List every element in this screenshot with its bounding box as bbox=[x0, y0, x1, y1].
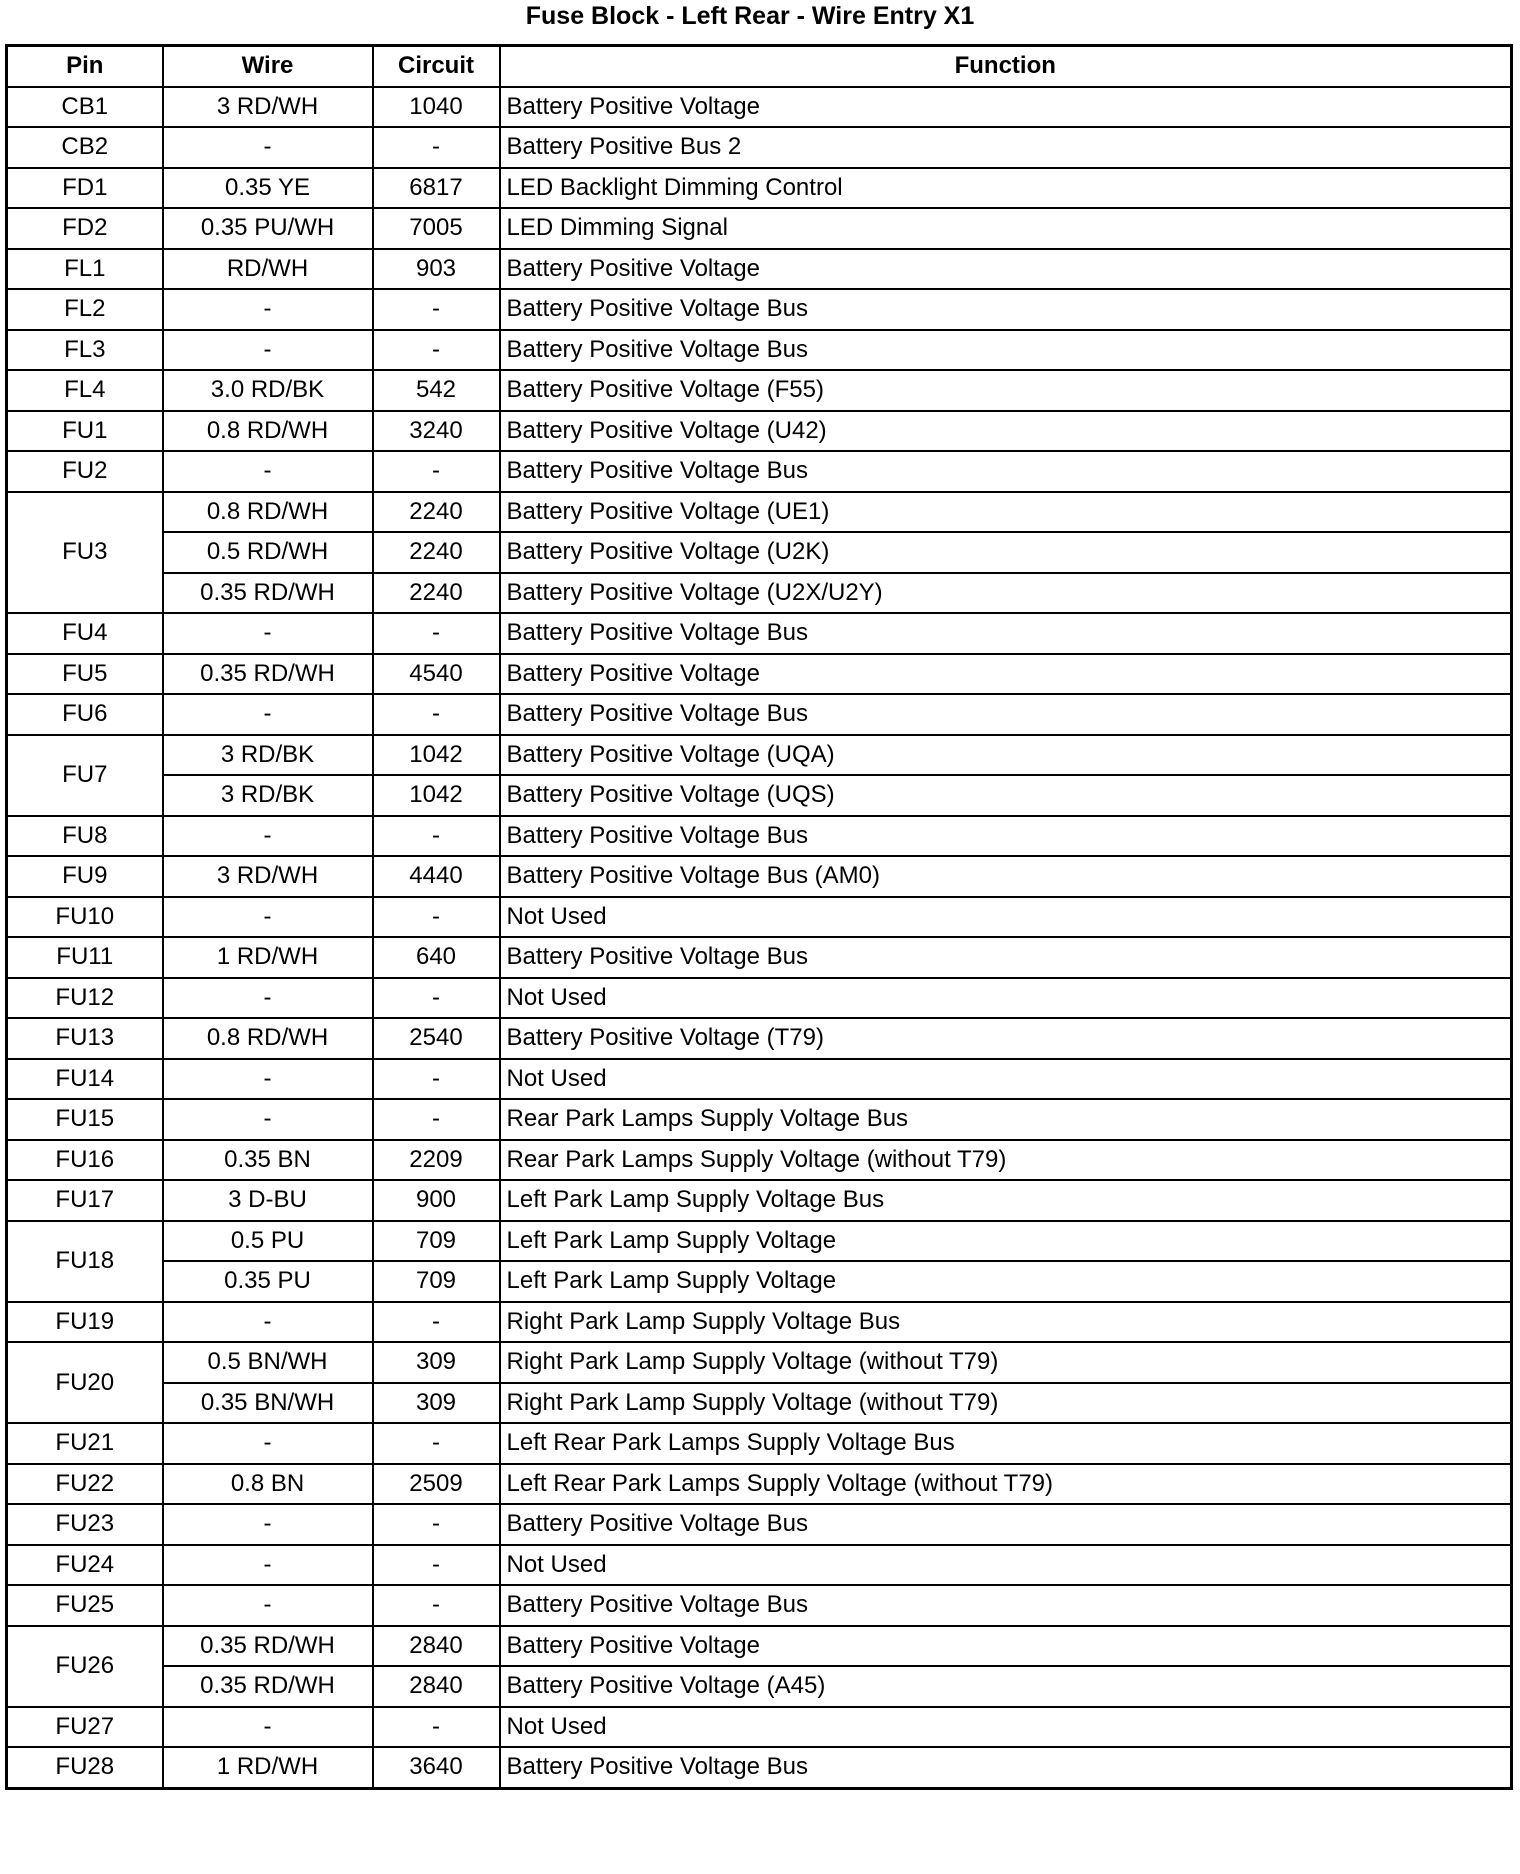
pin-cell: FL1 bbox=[7, 249, 163, 290]
function-cell: Battery Positive Voltage (UQA) bbox=[500, 735, 1512, 776]
table-row bbox=[7, 1261, 1512, 1302]
circuit-cell: 2840 bbox=[373, 1626, 500, 1667]
function-cell: Battery Positive Voltage Bus (AM0) bbox=[500, 856, 1512, 897]
function-cell: Right Park Lamp Supply Voltage (without T79) bbox=[500, 1383, 1512, 1424]
wire-cell: - bbox=[163, 1707, 373, 1748]
function-cell: Rear Park Lamps Supply Voltage (without T79) bbox=[500, 1140, 1512, 1181]
function-cell: Not Used bbox=[500, 1059, 1512, 1100]
circuit-cell: 6817 bbox=[373, 168, 500, 209]
table-row bbox=[7, 249, 1512, 290]
table-row bbox=[7, 978, 1512, 1019]
table-row bbox=[7, 289, 1512, 330]
wire-cell: 3 RD/BK bbox=[163, 735, 373, 776]
function-cell: Battery Positive Voltage Bus bbox=[500, 451, 1512, 492]
wire-cell: 3 RD/WH bbox=[163, 87, 373, 128]
function-cell: Battery Positive Voltage Bus bbox=[500, 1585, 1512, 1626]
function-cell: Battery Positive Voltage Bus bbox=[500, 1504, 1512, 1545]
table-row bbox=[7, 1342, 1512, 1383]
circuit-cell: 709 bbox=[373, 1261, 500, 1302]
wire-cell: - bbox=[163, 451, 373, 492]
table-row bbox=[7, 1140, 1512, 1181]
function-cell: Left Rear Park Lamps Supply Voltage Bus bbox=[500, 1423, 1512, 1464]
wire-cell: - bbox=[163, 127, 373, 168]
pin-cell: FU18 bbox=[7, 1221, 163, 1302]
wire-cell: 0.35 RD/WH bbox=[163, 1626, 373, 1667]
table-row bbox=[7, 897, 1512, 938]
pin-cell: FU24 bbox=[7, 1545, 163, 1586]
function-cell: Not Used bbox=[500, 1707, 1512, 1748]
wire-cell: - bbox=[163, 1545, 373, 1586]
circuit-cell: - bbox=[373, 1099, 500, 1140]
circuit-cell: 3240 bbox=[373, 411, 500, 452]
pin-cell: FU11 bbox=[7, 937, 163, 978]
function-cell: Battery Positive Bus 2 bbox=[500, 127, 1512, 168]
circuit-cell: 640 bbox=[373, 937, 500, 978]
wire-cell: - bbox=[163, 816, 373, 857]
wire-cell: - bbox=[163, 1504, 373, 1545]
pin-cell: FD1 bbox=[7, 168, 163, 209]
circuit-cell: - bbox=[373, 1585, 500, 1626]
function-cell: LED Backlight Dimming Control bbox=[500, 168, 1512, 209]
wire-cell: 3 RD/WH bbox=[163, 856, 373, 897]
pin-cell: FU13 bbox=[7, 1018, 163, 1059]
function-cell: Battery Positive Voltage bbox=[500, 654, 1512, 695]
table-row bbox=[7, 654, 1512, 695]
function-cell: Battery Positive Voltage Bus bbox=[500, 330, 1512, 371]
table-row bbox=[7, 168, 1512, 209]
table-row bbox=[7, 330, 1512, 371]
function-cell: Battery Positive Voltage (UE1) bbox=[500, 492, 1512, 533]
circuit-cell: 2509 bbox=[373, 1464, 500, 1505]
wire-cell: - bbox=[163, 694, 373, 735]
table-row bbox=[7, 127, 1512, 168]
wire-cell: 0.35 PU/WH bbox=[163, 208, 373, 249]
function-cell: Battery Positive Voltage (U2K) bbox=[500, 532, 1512, 573]
circuit-cell: 4440 bbox=[373, 856, 500, 897]
circuit-cell: - bbox=[373, 613, 500, 654]
pin-cell: FU2 bbox=[7, 451, 163, 492]
table-row bbox=[7, 1302, 1512, 1343]
pin-cell: FL3 bbox=[7, 330, 163, 371]
function-cell: Battery Positive Voltage (T79) bbox=[500, 1018, 1512, 1059]
wire-cell: 0.35 BN bbox=[163, 1140, 373, 1181]
function-cell: Battery Positive Voltage Bus bbox=[500, 694, 1512, 735]
wire-cell: 1 RD/WH bbox=[163, 937, 373, 978]
pin-cell: FU14 bbox=[7, 1059, 163, 1100]
table-row bbox=[7, 856, 1512, 897]
circuit-cell: 2240 bbox=[373, 573, 500, 614]
wire-cell: 0.8 RD/WH bbox=[163, 1018, 373, 1059]
pin-cell: FU4 bbox=[7, 613, 163, 654]
function-cell: Battery Positive Voltage (U42) bbox=[500, 411, 1512, 452]
table-row bbox=[7, 1018, 1512, 1059]
table-row bbox=[7, 1666, 1512, 1707]
circuit-cell: 2209 bbox=[373, 1140, 500, 1181]
wire-cell: 0.5 BN/WH bbox=[163, 1342, 373, 1383]
circuit-cell: 2240 bbox=[373, 492, 500, 533]
pin-cell: CB2 bbox=[7, 127, 163, 168]
circuit-cell: 709 bbox=[373, 1221, 500, 1262]
wire-cell: 0.8 RD/WH bbox=[163, 411, 373, 452]
wire-cell: 0.5 RD/WH bbox=[163, 532, 373, 573]
function-cell: Not Used bbox=[500, 1545, 1512, 1586]
table-row bbox=[7, 1423, 1512, 1464]
pin-cell: FU17 bbox=[7, 1180, 163, 1221]
header-pin: Pin bbox=[7, 46, 163, 87]
table-row bbox=[7, 1383, 1512, 1424]
function-cell: Battery Positive Voltage (U2X/U2Y) bbox=[500, 573, 1512, 614]
header-wire: Wire bbox=[163, 46, 373, 87]
function-cell: Not Used bbox=[500, 978, 1512, 1019]
wire-cell: - bbox=[163, 978, 373, 1019]
table-row bbox=[7, 1180, 1512, 1221]
table-row bbox=[7, 411, 1512, 452]
circuit-cell: - bbox=[373, 978, 500, 1019]
pin-cell: FU9 bbox=[7, 856, 163, 897]
table-row bbox=[7, 370, 1512, 411]
circuit-cell: 2240 bbox=[373, 532, 500, 573]
function-cell: Battery Positive Voltage (UQS) bbox=[500, 775, 1512, 816]
function-cell: Battery Positive Voltage Bus bbox=[500, 289, 1512, 330]
circuit-cell: 309 bbox=[373, 1342, 500, 1383]
circuit-cell: 1040 bbox=[373, 87, 500, 128]
table-row bbox=[7, 451, 1512, 492]
table-row bbox=[7, 87, 1512, 128]
function-cell: Battery Positive Voltage bbox=[500, 87, 1512, 128]
pin-cell: FD2 bbox=[7, 208, 163, 249]
pin-cell: FU5 bbox=[7, 654, 163, 695]
wire-cell: 0.8 BN bbox=[163, 1464, 373, 1505]
pin-cell: FU6 bbox=[7, 694, 163, 735]
wire-cell: 1 RD/WH bbox=[163, 1747, 373, 1788]
table-row bbox=[7, 735, 1512, 776]
pin-cell: FU26 bbox=[7, 1626, 163, 1707]
circuit-cell: 542 bbox=[373, 370, 500, 411]
circuit-cell: 7005 bbox=[373, 208, 500, 249]
function-cell: Right Park Lamp Supply Voltage (without T79) bbox=[500, 1342, 1512, 1383]
function-cell: LED Dimming Signal bbox=[500, 208, 1512, 249]
pin-cell: FU28 bbox=[7, 1747, 163, 1788]
table-row bbox=[7, 1221, 1512, 1262]
wire-cell: 3.0 RD/BK bbox=[163, 370, 373, 411]
function-cell: Battery Positive Voltage Bus bbox=[500, 816, 1512, 857]
table-row bbox=[7, 1545, 1512, 1586]
header-function: Function bbox=[500, 46, 1512, 87]
table-row bbox=[7, 775, 1512, 816]
pin-cell: FU15 bbox=[7, 1099, 163, 1140]
pin-cell: FU21 bbox=[7, 1423, 163, 1464]
circuit-cell: 1042 bbox=[373, 775, 500, 816]
function-cell: Battery Positive Voltage bbox=[500, 249, 1512, 290]
wire-cell: - bbox=[163, 1585, 373, 1626]
circuit-cell: 2540 bbox=[373, 1018, 500, 1059]
circuit-cell: - bbox=[373, 1504, 500, 1545]
function-cell: Battery Positive Voltage bbox=[500, 1626, 1512, 1667]
function-cell: Battery Positive Voltage (A45) bbox=[500, 1666, 1512, 1707]
table-row bbox=[7, 492, 1512, 533]
pin-cell: FU16 bbox=[7, 1140, 163, 1181]
wire-cell: 0.5 PU bbox=[163, 1221, 373, 1262]
wire-cell: - bbox=[163, 1423, 373, 1464]
pin-table bbox=[5, 44, 1513, 1790]
function-cell: Battery Positive Voltage (F55) bbox=[500, 370, 1512, 411]
table-row bbox=[7, 816, 1512, 857]
table-row bbox=[7, 937, 1512, 978]
pin-cell: FU7 bbox=[7, 735, 163, 816]
table-row bbox=[7, 1504, 1512, 1545]
wire-cell: 0.35 PU bbox=[163, 1261, 373, 1302]
circuit-cell: - bbox=[373, 1545, 500, 1586]
pin-cell: FU27 bbox=[7, 1707, 163, 1748]
pin-cell: FU12 bbox=[7, 978, 163, 1019]
wire-cell: 3 RD/BK bbox=[163, 775, 373, 816]
function-cell: Left Park Lamp Supply Voltage Bus bbox=[500, 1180, 1512, 1221]
function-cell: Rear Park Lamps Supply Voltage Bus bbox=[500, 1099, 1512, 1140]
table-header-row bbox=[7, 46, 1512, 87]
circuit-cell: 309 bbox=[373, 1383, 500, 1424]
pin-cell: FU8 bbox=[7, 816, 163, 857]
wire-cell: - bbox=[163, 1059, 373, 1100]
table-row bbox=[7, 613, 1512, 654]
circuit-cell: 4540 bbox=[373, 654, 500, 695]
wire-cell: - bbox=[163, 1099, 373, 1140]
function-cell: Battery Positive Voltage Bus bbox=[500, 937, 1512, 978]
wire-cell: 0.35 BN/WH bbox=[163, 1383, 373, 1424]
pin-cell: FU19 bbox=[7, 1302, 163, 1343]
wire-cell: - bbox=[163, 897, 373, 938]
circuit-cell: - bbox=[373, 1059, 500, 1100]
circuit-cell: 3640 bbox=[373, 1747, 500, 1788]
circuit-cell: - bbox=[373, 289, 500, 330]
function-cell: Battery Positive Voltage Bus bbox=[500, 613, 1512, 654]
wire-cell: - bbox=[163, 289, 373, 330]
pin-cell: FU10 bbox=[7, 897, 163, 938]
circuit-cell: - bbox=[373, 330, 500, 371]
function-cell: Battery Positive Voltage Bus bbox=[500, 1747, 1512, 1788]
wire-cell: RD/WH bbox=[163, 249, 373, 290]
circuit-cell: 2840 bbox=[373, 1666, 500, 1707]
table-body bbox=[7, 87, 1512, 1789]
function-cell: Left Park Lamp Supply Voltage bbox=[500, 1221, 1512, 1262]
table-row bbox=[7, 694, 1512, 735]
pin-cell: FU3 bbox=[7, 492, 163, 614]
pin-cell: FU22 bbox=[7, 1464, 163, 1505]
function-cell: Left Rear Park Lamps Supply Voltage (without T79) bbox=[500, 1464, 1512, 1505]
table-row bbox=[7, 1099, 1512, 1140]
wire-cell: - bbox=[163, 613, 373, 654]
circuit-cell: 903 bbox=[373, 249, 500, 290]
function-cell: Right Park Lamp Supply Voltage Bus bbox=[500, 1302, 1512, 1343]
circuit-cell: 1042 bbox=[373, 735, 500, 776]
circuit-cell: - bbox=[373, 127, 500, 168]
wire-cell: 3 D-BU bbox=[163, 1180, 373, 1221]
table-row bbox=[7, 1464, 1512, 1505]
circuit-cell: - bbox=[373, 897, 500, 938]
wire-cell: - bbox=[163, 330, 373, 371]
pin-cell: FU1 bbox=[7, 411, 163, 452]
circuit-cell: - bbox=[373, 451, 500, 492]
table-row bbox=[7, 1585, 1512, 1626]
table-row bbox=[7, 1707, 1512, 1748]
circuit-cell: - bbox=[373, 1423, 500, 1464]
document-title: Fuse Block - Left Rear - Wire Entry X1 bbox=[525, 2, 975, 30]
table-row bbox=[7, 1747, 1512, 1788]
pin-cell: FL2 bbox=[7, 289, 163, 330]
table-row bbox=[7, 1626, 1512, 1667]
pin-cell: FU20 bbox=[7, 1342, 163, 1423]
wire-cell: 0.8 RD/WH bbox=[163, 492, 373, 533]
wire-cell: 0.35 RD/WH bbox=[163, 654, 373, 695]
circuit-cell: 900 bbox=[373, 1180, 500, 1221]
wire-cell: 0.35 RD/WH bbox=[163, 573, 373, 614]
pin-cell: FU25 bbox=[7, 1585, 163, 1626]
circuit-cell: - bbox=[373, 1302, 500, 1343]
pin-cell: FU23 bbox=[7, 1504, 163, 1545]
table-row bbox=[7, 532, 1512, 573]
wire-cell: 0.35 YE bbox=[163, 168, 373, 209]
table-row bbox=[7, 1059, 1512, 1100]
circuit-cell: - bbox=[373, 816, 500, 857]
circuit-cell: - bbox=[373, 694, 500, 735]
table-row bbox=[7, 208, 1512, 249]
table-row bbox=[7, 573, 1512, 614]
wire-cell: - bbox=[163, 1302, 373, 1343]
wire-cell: 0.35 RD/WH bbox=[163, 1666, 373, 1707]
function-cell: Not Used bbox=[500, 897, 1512, 938]
function-cell: Left Park Lamp Supply Voltage bbox=[500, 1261, 1512, 1302]
header-circuit: Circuit bbox=[373, 46, 500, 87]
pin-cell: FL4 bbox=[7, 370, 163, 411]
pin-cell: CB1 bbox=[7, 87, 163, 128]
circuit-cell: - bbox=[373, 1707, 500, 1748]
